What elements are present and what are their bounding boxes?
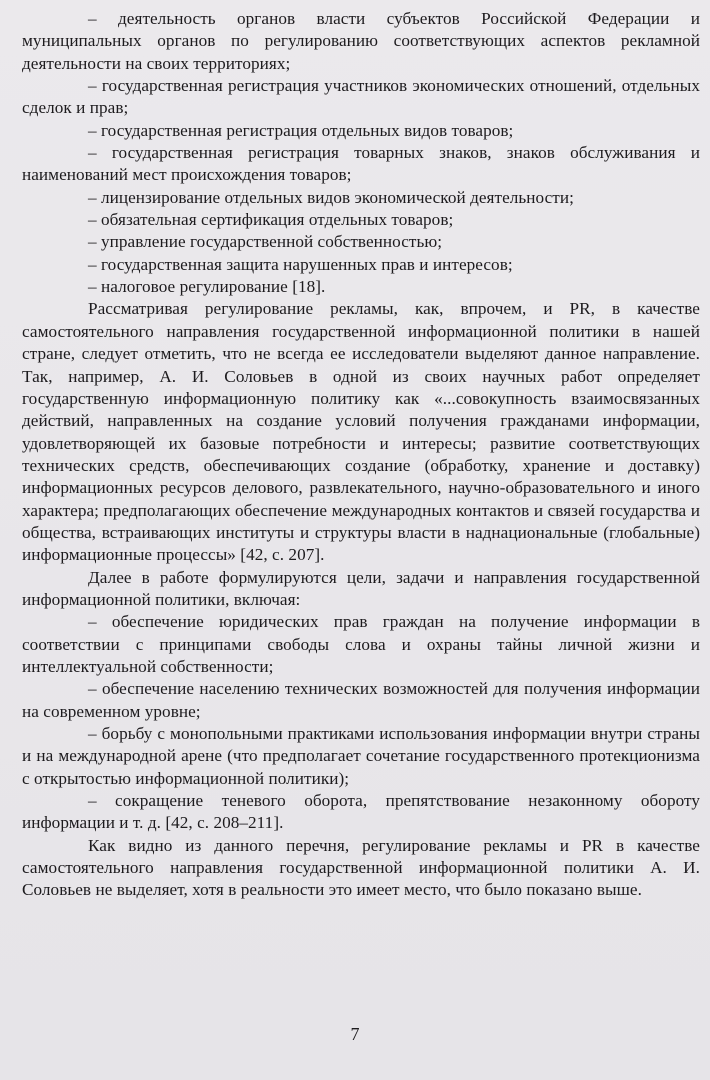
body-text [22, 8, 700, 902]
paragraph-information-policy: Рассматривая регулирование рекламы, как, впрочем, и PR, в качестве самостоятельного направления государственной информационной политики в нашей стране, следует отметить, что не всегда ее исследователи выделяют данное направление. Так, например, А. И. Соловьев в одной из своих научных работ определяет государственную информационную политику как «...совокупность взаимосвязанных действий, направленных на создание условий получения гражданами информации, удовлетворяющей их базовые потребности и интересы; развитие соответствующих технических средств, обеспечивающих создание (обработку, хранение и доставку) информационных ресурсов делового, развлекательного, научно-образовательного и иного характера; предполагающих обеспечение международных контактов и связей государства и общества, встраивающих институты и структуры власти в наднациональные (глобальные) информационные процессы» [42, с. 207]. [22, 299, 700, 565]
list-item-technical-capabilities: – обеспечение населению технических возможностей для получения информации на современном уровне; [22, 679, 700, 721]
list-item-registration-participants: – государственная регистрация участников экономических отношений, отдельных сделок и прав; [22, 76, 700, 118]
list-item-tax-regulation: – налоговое регулирование [18]. [88, 277, 326, 297]
page-number: 7 [350, 1024, 360, 1044]
list-item-monopoly-fight: – борьбу с монопольными практиками использования информации внутри страны и на международной арене (что предполагает сочетание государственного протекционизма с открытостью информационной политики); [22, 724, 700, 788]
paragraph-conclusion: Как видно из данного перечня, регулирование рекламы и PR в качестве самостоятельного направления государственной информационной политики А. И. Соловьев не выделяет, хотя в реальности это имеет место, что было показано выше. [22, 835, 700, 900]
list-item-registration-goods: – государственная регистрация отдельных видов товаров; [88, 120, 514, 140]
list-item-legal-rights: – обеспечение юридических прав граждан на получение информации в соответствии с принципами свободы слова и охраны тайны личной жизни и интеллектуальной собственности; [22, 612, 700, 676]
list-item-property-management: – управление государственной собственностью; [88, 232, 443, 252]
list-item-certification: – обязательная сертификация отдельных товаров; [88, 210, 454, 230]
list-item-licensing: – лицензирование отдельных видов экономической деятельности; [88, 187, 574, 207]
list-item-registration-trademarks: – государственная регистрация товарных знаков, знаков обслуживания и наименований мест происхождения товаров; [22, 143, 700, 185]
paragraph-goals-intro: Далее в работе формулируются цели, задачи и направления государственной информационной политики, включая: [22, 567, 700, 609]
list-item-shadow-turnover: – сокращение теневого оборота, препятствование незаконному обороту информации и т. д. [42, с. 208–211]. [22, 791, 700, 833]
list-item-rights-protection: – государственная защита нарушенных прав и интересов; [88, 254, 513, 274]
list-item-regional-authorities: – деятельность органов власти субъектов Российской Федерации и муниципальных органов по регулированию соответствующих аспектов рекламной деятельности на своих территориях; [22, 9, 700, 73]
